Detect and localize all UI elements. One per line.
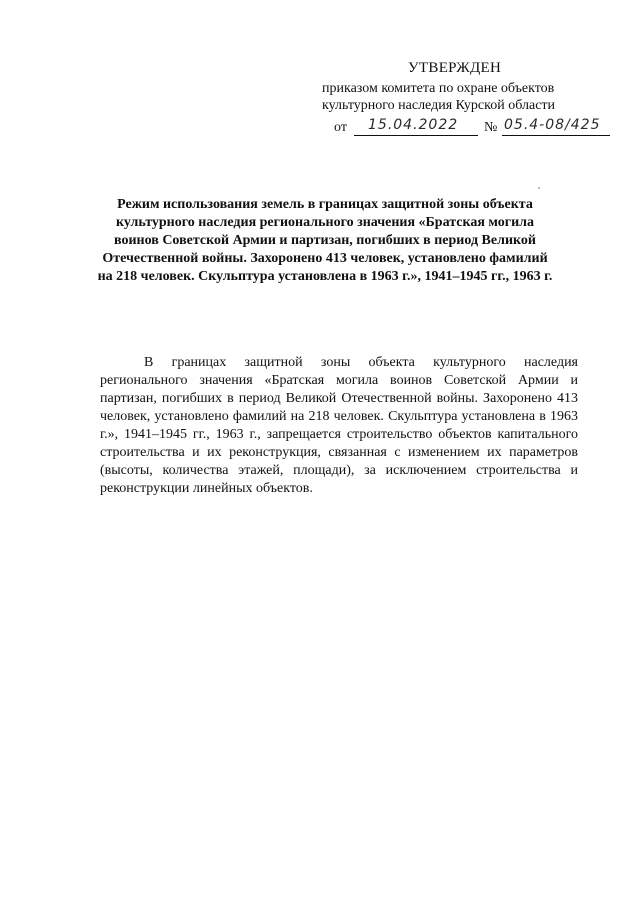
handwritten-date: 15.04.2022 — [368, 117, 459, 133]
document-body-paragraph: В границах защитной зоны объекта культурного наследия регионального значения «Братская могила воинов Советской Армии и партизан, погибших в период Великой Отечественной войны. Захоронено 413 человек, установлено фамилий на 218 человек. Скульптура установлена в 1963 г.», 1941–1945 гг., 1963 г., запрещается строительство объектов капитального строительства и их реконструкция, связанная с изменением их параметров (высоты, количества этажей, площади), за исключением строительства и реконструкции линейных объектов. — [100, 355, 578, 496]
number-label: № — [484, 120, 498, 135]
order-date-number-line — [334, 119, 622, 141]
approval-order-line-2: культурного наследия Курской области — [322, 98, 556, 113]
document-heading: Режим использования земель в границах защитной зоны объекта культурного наследия регионального значения «Братская могила воинов Советской Армии и партизан, погибших в период Великой Отечественной войны. Захоронено 413 человек, установлено фамилий на 218 человек. Скульптура установлена в 1963 г.», 1941–1945 гг., 1963 г. — [97, 197, 553, 284]
scan-speck — [538, 187, 540, 189]
approval-title: УТВЕРЖДЕН — [408, 60, 502, 76]
from-label: от — [334, 120, 347, 135]
handwritten-number: 05.4-08/425 — [504, 117, 601, 133]
approval-order-line-1: приказом комитета по охране объектов — [322, 81, 555, 96]
approval-block — [322, 60, 622, 141]
